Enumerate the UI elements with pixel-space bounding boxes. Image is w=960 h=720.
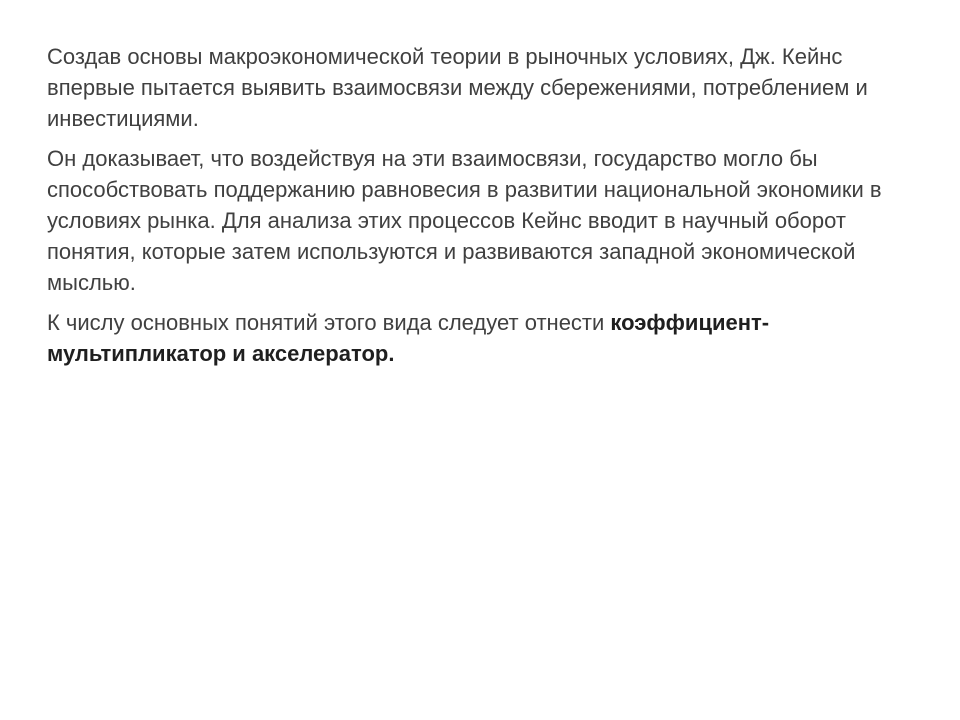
paragraph-3-bold-terms: коэффициент-мультипликатор и акселератор. [47, 310, 770, 366]
slide-body [47, 41, 927, 378]
paragraph-3-plain: К числу основных понятий этого вида следует отнести [47, 310, 611, 335]
paragraph-1: Создав основы макроэкономической теории в рыночных условиях, Дж. Кейнс впервые пытается выявить взаимосвязи между сбережениями, потреблением и инвестициями. [47, 44, 868, 131]
paragraph-3 [47, 307, 927, 369]
paragraph-2: Он доказывает, что воздействуя на эти взаимосвязи, государство могло бы способствовать поддержанию равновесия в развитии национальной экономики в условиях рынка. Для анализа этих процессов Кейнс вводит в научный оборот понятия, которые затем используются и развиваются западной экономической мыслью. [47, 146, 882, 295]
